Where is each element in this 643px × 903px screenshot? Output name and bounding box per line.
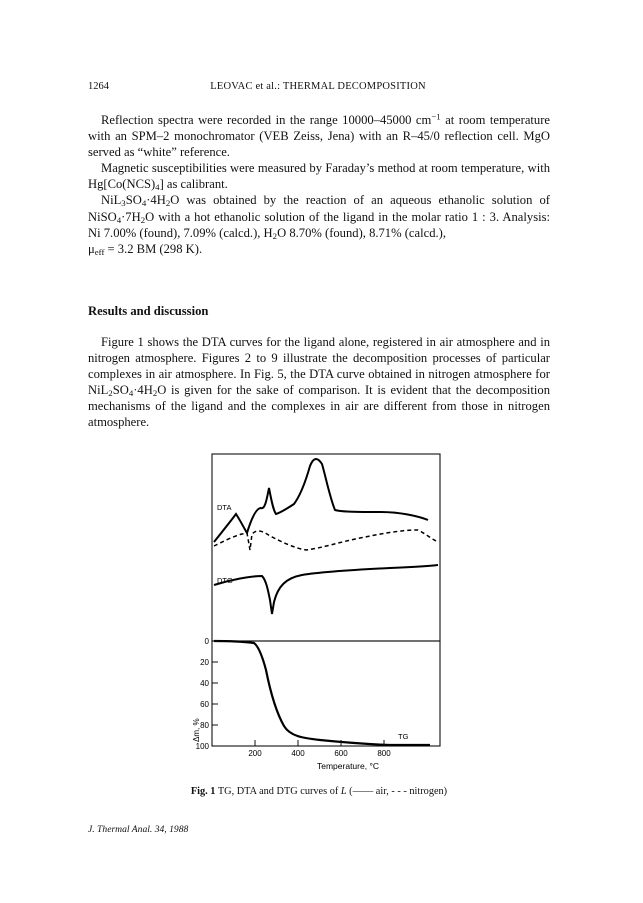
dta-nitrogen-curve bbox=[214, 530, 438, 550]
tg-label: TG bbox=[398, 732, 409, 741]
dtg-label: DTG bbox=[217, 576, 233, 585]
dtg-curve bbox=[214, 565, 438, 614]
dta-air-curve bbox=[214, 459, 428, 542]
y-tick-label: 0 bbox=[204, 637, 209, 646]
y-tick-label: 100 bbox=[195, 742, 209, 751]
x-axis-label: Temperature, °C bbox=[317, 761, 379, 771]
x-tick-label: 800 bbox=[377, 749, 391, 758]
y-tick-label: 80 bbox=[200, 721, 209, 730]
x-tick-label: 400 bbox=[291, 749, 305, 758]
paragraph-results: Figure 1 shows the DTA curves for the ligand alone, registered in air atmosphere and in nitrogen atmosphere. Figures 2 to 9 illustrate the decomposition processes of particular complexes in air atmosphere. In Fig. 5, the DTA curve obtained in nitrogen atmosphere for $NiL_2SO_4\cdot 4H_2O$ is given for the sake of comparison. It is evident that the decomposition mechanisms of the ligand and the complexes in air are different from those in nitrogen atmosphere. bbox=[88, 335, 550, 430]
x-axis-tick-labels bbox=[248, 749, 391, 758]
y-tick-label: 20 bbox=[200, 658, 209, 667]
section-heading: Results and discussion bbox=[88, 304, 209, 318]
figure-caption: Fig. 1 TG, DTA and DTG curves of L (—— air, - - - nitrogen) bbox=[190, 786, 448, 797]
caption-label: Fig. 1 bbox=[190, 786, 216, 797]
page-header bbox=[88, 81, 548, 97]
paragraph-synthesis: $NiL_3SO_4\cdot 4H_2O$ was obtained by the reaction of an aqueous ethanolic solution of $NiSO_4\cdot 7H_2O$ with a hot ethanolic solution of the ligand in the molar ratio 1 : 3. Analysis: Ni 7.00% (found), 7.09% (calcd.), $H_2O$ 8.70% (found), 8.71% (calcd.), $\mu_{eff} = 3.2$ BM (298 K). bbox=[88, 193, 550, 257]
y-tick-label: 40 bbox=[200, 679, 209, 688]
results-text bbox=[88, 334, 550, 431]
paragraph-magnetic: Magnetic susceptibilities were measured by Faraday’s method at room temperature, with $Hg[Co(NCS)_4]$ as calibrant. bbox=[88, 161, 550, 193]
y-tick-label: 60 bbox=[200, 700, 209, 709]
page-number: 1264 bbox=[88, 81, 109, 92]
y-axis-ticks bbox=[212, 641, 218, 725]
methods-text bbox=[88, 112, 550, 257]
x-tick-label: 600 bbox=[334, 749, 348, 758]
journal-footer: J. Thermal Anal. 34, 1988 bbox=[88, 824, 189, 835]
paragraph-reflection: Reflection spectra were recorded in the range 10000–45000 $cm^{-1}$ at room temperature with an SPM–2 monochromator (VEB Zeiss, Jena) with an R–45/0 reflection cell. MgO served as “white” reference. bbox=[88, 111, 550, 160]
tg-curve bbox=[214, 641, 430, 745]
x-tick-label: 200 bbox=[248, 749, 262, 758]
figure-1 bbox=[190, 450, 450, 782]
running-title: LEOVAC et al.: THERMAL DECOMPOSITION bbox=[210, 81, 426, 92]
tg-frame bbox=[212, 641, 440, 746]
dta-label: DTA bbox=[217, 503, 232, 512]
y-axis-label: Δm, % bbox=[192, 718, 201, 742]
